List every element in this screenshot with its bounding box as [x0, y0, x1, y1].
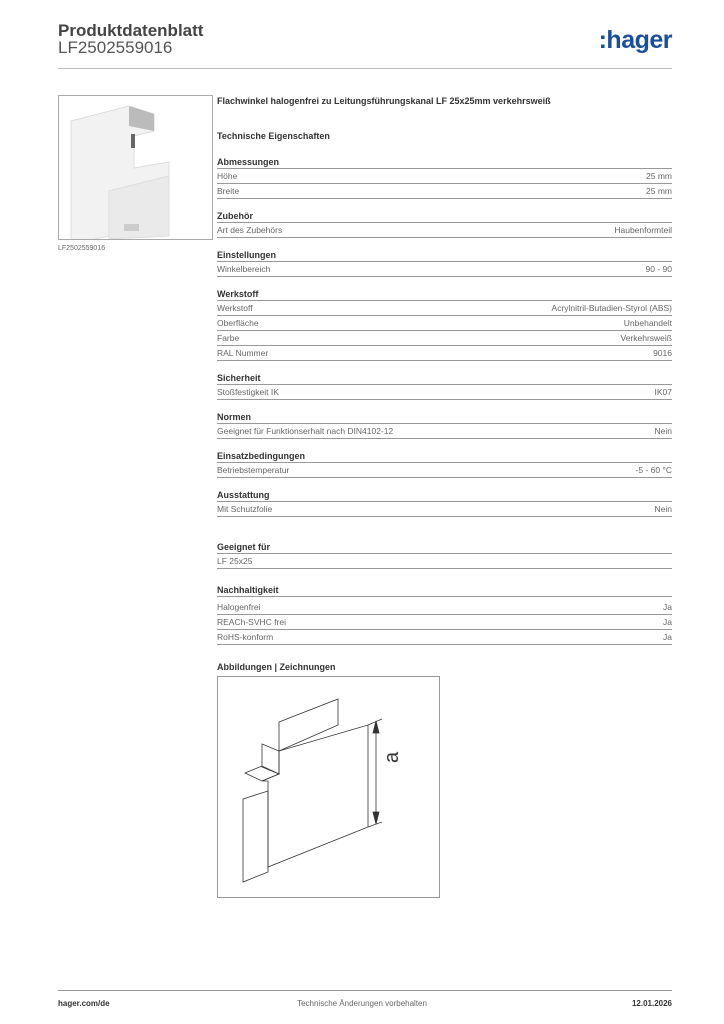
spec-row [217, 316, 672, 331]
product-title: Flachwinkel halogenfrei zu Leitungsführungskanal LF 25x25mm verkehrsweiß [217, 96, 551, 106]
spec-row [217, 385, 672, 400]
footer-divider [58, 990, 672, 991]
spec-label: Art des Zubehörs [217, 225, 283, 235]
spec-row [217, 502, 672, 517]
section-einsatzbedingungen [217, 450, 672, 478]
spec-row [217, 223, 672, 238]
spec-value: Nein [654, 426, 672, 436]
spec-value: Nein [654, 504, 672, 514]
hager-logo: :hager [598, 26, 672, 54]
spec-label: Farbe [217, 333, 240, 343]
dimension-label: a [381, 751, 403, 763]
product-image [58, 95, 213, 240]
spec-row [217, 630, 672, 645]
spec-value: 25 mm [646, 171, 672, 181]
section-heading: Normen [217, 411, 672, 424]
spec-label: Breite [217, 186, 240, 196]
section-heading: Ausstattung [217, 489, 672, 502]
spec-row [217, 262, 672, 277]
section-suitable [217, 541, 672, 569]
spec-row [217, 424, 672, 439]
spec-value: Unbehandelt [623, 318, 672, 328]
spec-label: LF 25x25 [217, 556, 253, 566]
spec-row [217, 184, 672, 199]
spec-value: IK07 [654, 387, 672, 397]
section-heading: Geeignet für [217, 541, 672, 554]
spec-row [217, 463, 672, 478]
spec-label: Geeignet für Funktionserhalt nach DIN4102-12 [217, 426, 394, 436]
section-abmessungen [217, 156, 672, 199]
spec-label: Werkstoff [217, 303, 253, 313]
spec-row [217, 331, 672, 346]
spec-row [217, 169, 672, 184]
spec-row [217, 554, 672, 569]
spec-label: Betriebstemperatur [217, 465, 290, 475]
spec-value: -5 - 60 °C [635, 465, 672, 475]
spec-value: Verkehrsweiß [620, 333, 672, 343]
image-caption: LF2502559016 [58, 245, 106, 252]
section-heading: Einsatzbedingungen [217, 450, 672, 463]
spec-label: REACh-SVHC frei [217, 617, 286, 627]
spec-row [217, 615, 672, 630]
tech-heading: Technische Eigenschaften [217, 131, 330, 141]
spec-label: RAL Nummer [217, 348, 269, 358]
section-heading: Nachhaltigkeit [217, 584, 672, 597]
section-heading: Zubehör [217, 210, 672, 223]
spec-value: 25 mm [646, 186, 672, 196]
section-ausstattung [217, 489, 672, 517]
section-sustainability [217, 584, 672, 645]
section-zubehör [217, 210, 672, 238]
header-divider [58, 68, 672, 69]
spec-label: Höhe [217, 171, 238, 181]
spec-label: Halogenfrei [217, 602, 261, 612]
drawings-heading: Abbildungen | Zeichnungen [217, 662, 336, 672]
spec-label: Winkelbereich [217, 264, 271, 274]
spec-row [217, 301, 672, 316]
document-title: Produktdatenblatt [58, 21, 204, 40]
spec-value: Ja [663, 602, 672, 612]
section-werkstoff [217, 288, 672, 361]
section-sicherheit [217, 372, 672, 400]
spec-value: 90 - 90 [645, 264, 672, 274]
footer-website[interactable]: hager.com/de [58, 999, 110, 1008]
section-heading: Sicherheit [217, 372, 672, 385]
spec-row [217, 600, 672, 615]
section-heading: Werkstoff [217, 288, 672, 301]
footer-notice: Technische Änderungen vorbehalten [297, 999, 427, 1008]
spec-value: 9016 [653, 348, 672, 358]
product-code: LF2502559016 [58, 38, 173, 57]
footer-date: 12.01.2026 [631, 999, 672, 1008]
section-normen [217, 411, 672, 439]
spec-label: Oberfläche [217, 318, 259, 328]
section-heading: Einstellungen [217, 249, 672, 262]
technical-drawing [217, 676, 440, 898]
section-einstellungen [217, 249, 672, 277]
spec-label: RoHS-konform [217, 632, 274, 642]
spec-row [217, 346, 672, 361]
spec-value: Ja [663, 617, 672, 627]
spec-value: Ja [663, 632, 672, 642]
spec-label: Stoßfestigkeit IK [217, 387, 279, 397]
spec-label: Mit Schutzfolie [217, 504, 273, 514]
spec-value: Haubenformteil [614, 225, 672, 235]
spec-value: Acrylnitril-Butadien-Styrol (ABS) [551, 303, 672, 313]
section-heading: Abmessungen [217, 156, 672, 169]
